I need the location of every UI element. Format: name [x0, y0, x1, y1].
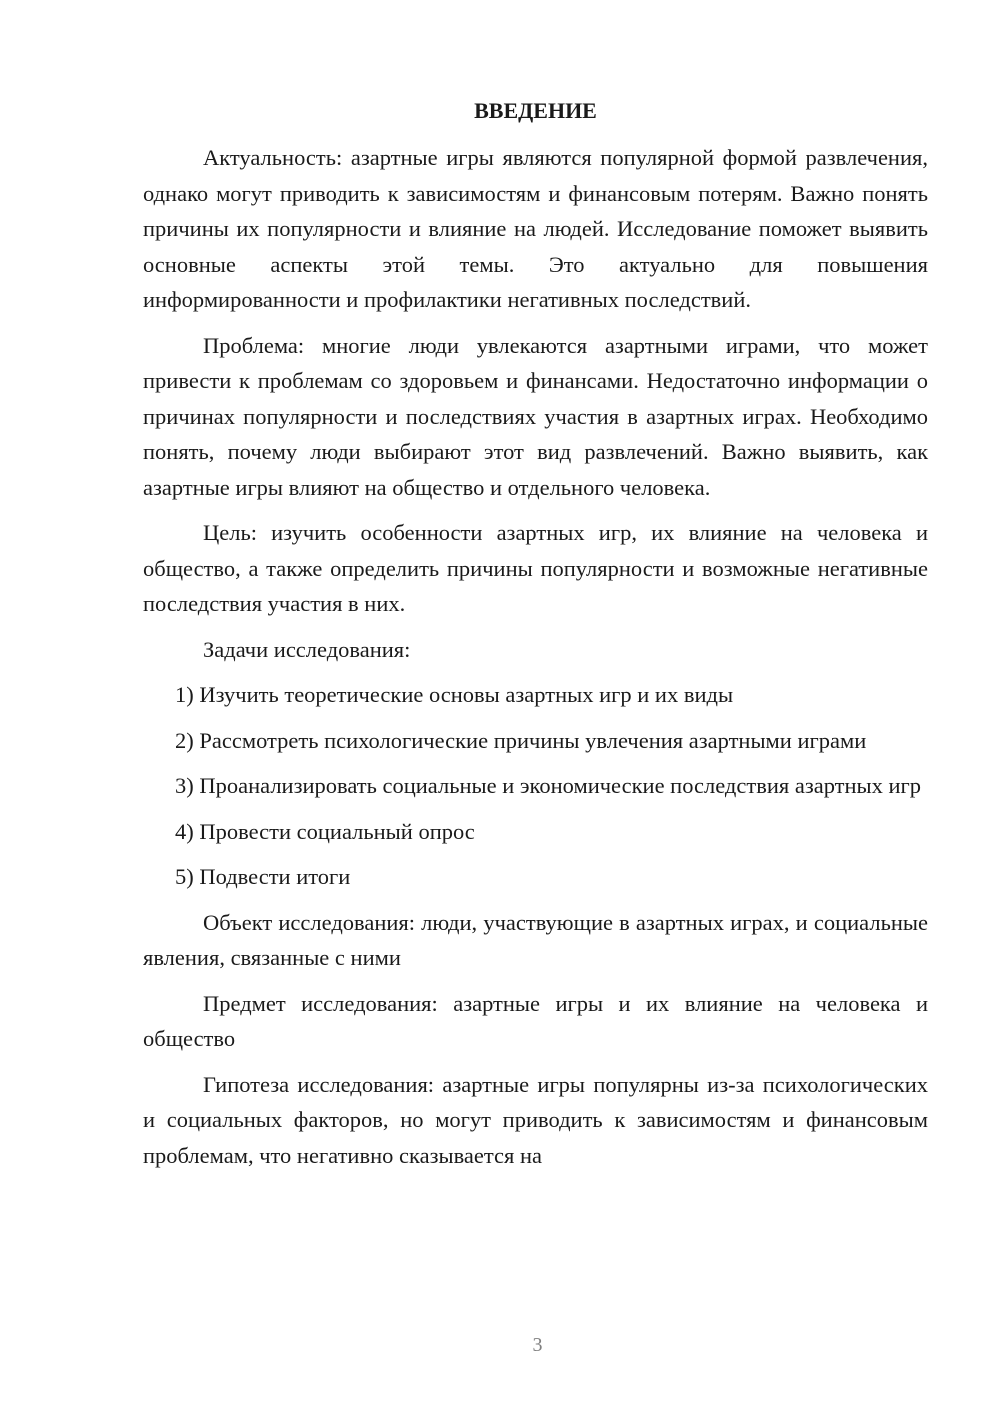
paragraph-subject: Предмет исследования: азартные игры и их влияние на человека и общество	[143, 990, 928, 1051]
task-item-1: 1) Изучить теоретические основы азартных игр и их виды	[175, 682, 734, 707]
paragraph-relevance: Актуальность: азартные игры являются популярной формой развлечения, однако могут приводить к зависимостям и финансовым потерям. Важно понять причины их популярности и влияние на людей. Исследование поможет выявить основные аспекты этой темы. Это актуально для повышения информированности и профилактики негативных последствий.	[143, 145, 928, 312]
section-title: ВВЕДЕНИЕ	[474, 98, 597, 123]
task-item-2: 2) Рассмотреть психологические причины увлечения азартными играми	[175, 727, 867, 753]
page-number: 3	[532, 1334, 543, 1356]
paragraph-goal: Цель: изучить особенности азартных игр, их влияние на человека и общество, а также определить причины популярности и возможные негативные последствия участия в них.	[143, 520, 928, 616]
paragraph-problem: Проблема: многие люди увлекаются азартными играми, что может привести к проблемам со здоровьем и финансами. Недостаточно информации о причинах популярности и последствиях участия в азартных играх. Необходимо понять, почему люди выбирают этот вид развлечений. Важно выявить, как азартные игры влияют на общество и отдельного человека.	[143, 332, 928, 500]
task-item-4: 4) Провести социальный опрос	[175, 818, 475, 844]
paragraph-object: Объект исследования: люди, участвующие в азартных играх, и социальные явления, связанные с ними	[143, 909, 928, 970]
paragraph-tasks-heading: Задачи исследования:	[203, 636, 411, 662]
page-content	[143, 96, 928, 1183]
task-item-5: 5) Подвести итоги	[175, 864, 351, 889]
task-item-3: 3) Проанализировать социальные и экономические последствия азартных игр	[175, 773, 922, 798]
paragraph-hypothesis: Гипотеза исследования: азартные игры популярны из-за психологических и социальных факторов, но могут приводить к зависимостям и финансовым проблемам, что негативно сказывается на	[143, 1071, 928, 1168]
